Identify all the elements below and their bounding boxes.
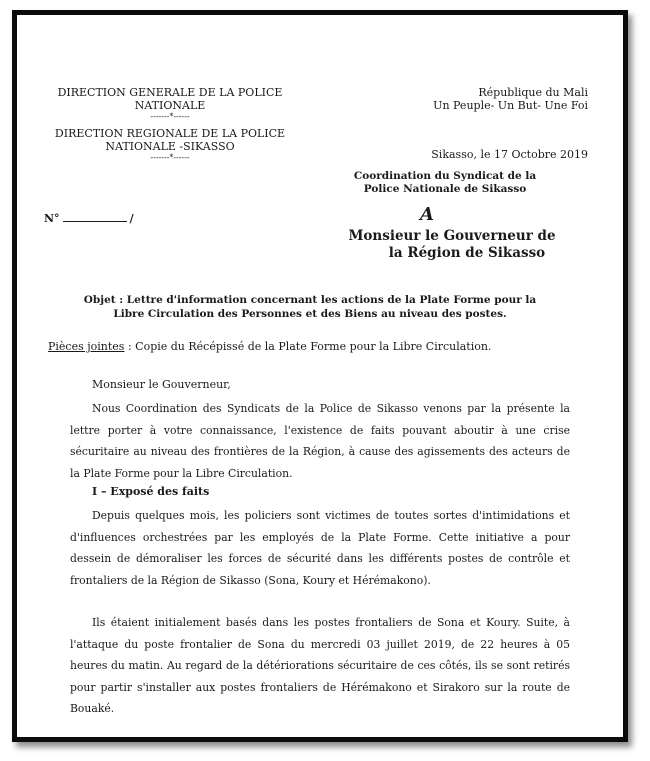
addressee-line1: Monsieur le Gouverneur de (348, 228, 556, 244)
paragraph-1: Nous Coordination des Syndicats de la Police de Sikasso venons par la présente la lettre porter à votre connaissance, l'existence de faits pouvant aboutir à une crise sécuritaire au niveau des frontières de la Région, à cause des agissements des acteurs de la Plate Forme pour la Libre Circulation. (70, 402, 570, 480)
reference-blank (63, 212, 127, 222)
attachments-text: : Copie du Récépissé de la Plate Forme pour la Libre Circulation. (124, 340, 492, 353)
header-left-line4: NATIONALE -SIKASSO (105, 140, 235, 153)
addressee-a: A (420, 204, 434, 225)
header-left (40, 86, 300, 162)
section-title: I – Exposé des faits (92, 485, 210, 498)
paragraph-3: Ils étaient initialement basés dans les postes frontaliers de Sona et Koury. Suite, à l'attaque du poste frontalier de Sona du mercredi 03 juillet 2019, de 22 heures à 05 heures du matin. Au regard de la détériorations sécuritaire de ces côtés, ils se sont retirés pour partir s'installer aux postes frontaliers de Hérémakono et Sirakoro sur la route de Bouaké. (70, 616, 570, 715)
country-name: République du Mali (478, 86, 588, 99)
header-left-line2: NATIONALE (134, 99, 206, 112)
header-left-separator1: -------*------ (150, 112, 190, 121)
reference-number (44, 212, 134, 225)
header-left-line3: DIRECTION REGIONALE DE LA POLICE (54, 127, 286, 140)
sender-line2: Police Nationale de Sikasso (363, 183, 527, 195)
reference-prefix: N° (44, 212, 60, 225)
country-motto: Un Peuple- Un But- Une Foi (433, 99, 588, 112)
reference-suffix: / (129, 212, 134, 225)
attachments-label: Pièces jointes (48, 340, 125, 353)
paragraph-2: Depuis quelques mois, les policiers sont victimes de toutes sortes d'intimidations et d'influences orchestrées par les employés de la Plate Forme. Cette initiative a pour dessein de démoraliser les forces de sécurité dans les différents postes de contrôle et frontaliers de la Région de Sikasso (Sona, Koury et Hérémakono). (70, 509, 570, 587)
sender-block (330, 170, 560, 196)
subject-line2: Libre Circulation des Personnes et des Biens au niveau des postes. (113, 308, 507, 320)
header-right (433, 86, 588, 112)
addressee-line2: la Région de Sikasso (388, 245, 546, 261)
header-left-line1: DIRECTION GENERALE DE LA POLICE (57, 86, 283, 99)
letter-subject (40, 293, 580, 321)
sender-line1: Coordination du Syndicat de la (353, 170, 537, 182)
header-left-separator2: -------*------ (150, 153, 190, 162)
letter-date: Sikasso, le 17 Octobre 2019 (431, 148, 588, 161)
greeting: Monsieur le Gouverneur, (92, 378, 231, 391)
subject-line1: Objet : Lettre d'information concernant les actions de la Plate Forme pour la (83, 294, 537, 306)
attachments (48, 340, 491, 353)
addressee-block (332, 228, 572, 262)
